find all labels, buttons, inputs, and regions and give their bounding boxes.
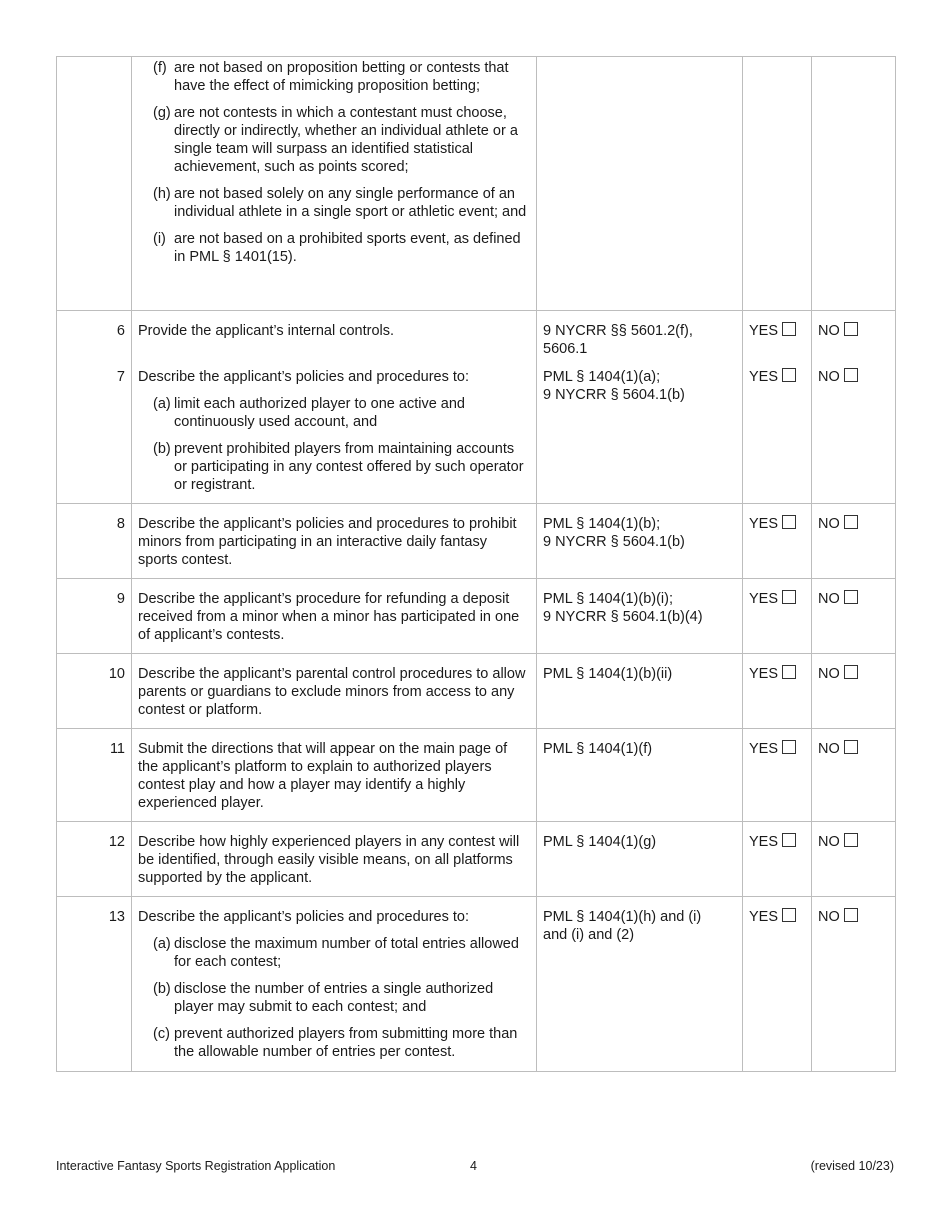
reference-line: PML § 1404(1)(b)(i);	[543, 591, 674, 607]
no-label: NO	[818, 516, 840, 532]
item-number: 11	[57, 729, 132, 822]
requirement-cell	[132, 368, 537, 504]
yes-option[interactable]	[743, 897, 812, 1072]
yes-label: YES	[749, 369, 779, 385]
yes-checkbox[interactable]	[782, 740, 796, 754]
reference-line: 5606.1	[543, 341, 588, 357]
list-item: (h) are not based solely on any single performance of an individual athlete in a single sport or athletic event; and	[153, 186, 527, 220]
yes-checkbox[interactable]	[782, 368, 796, 382]
list-item: (b) disclose the number of entries a single authorized player may submit to each contest; and	[153, 981, 494, 1015]
table-row	[57, 368, 896, 504]
no-checkbox[interactable]	[844, 740, 858, 754]
yes-checkbox[interactable]	[782, 590, 796, 604]
no-option[interactable]	[812, 368, 896, 504]
list-item: (f) are not based on proposition betting or contests that have the effect of mimicking proposition betting;	[153, 60, 509, 94]
requirement-text: Describe the applicant’s policies and procedures to prohibit minors from participating in an interactive daily fantasy sports contest.	[132, 504, 537, 579]
reference-cell	[537, 311, 743, 369]
yes-cell	[743, 57, 812, 311]
no-checkbox[interactable]	[844, 833, 858, 847]
page-number: 4	[470, 1159, 477, 1173]
requirement-text: Describe how highly experienced players in any contest will be identified, through easily visible means, on all platforms supported by the applicant.	[132, 822, 537, 897]
item-number: 6	[57, 311, 132, 369]
footer-title: Interactive Fantasy Sports Registration Application	[56, 1159, 336, 1173]
yes-option[interactable]	[743, 654, 812, 729]
requirement-text: Describe the applicant’s policies and procedures to:	[138, 369, 470, 385]
no-checkbox[interactable]	[844, 590, 858, 604]
reference-line: PML § 1404(1)(f)	[543, 741, 653, 757]
no-checkbox[interactable]	[844, 908, 858, 922]
reference-cell	[537, 897, 743, 1072]
list-item: (c) prevent authorized players from submitting more than the allowable number of entries per contest.	[153, 1026, 518, 1060]
no-label: NO	[818, 666, 840, 682]
reference-cell	[537, 504, 743, 579]
table-row	[57, 897, 896, 1072]
item-number: 12	[57, 822, 132, 897]
reference-cell	[537, 579, 743, 654]
no-checkbox[interactable]	[844, 515, 858, 529]
table-row	[57, 654, 896, 729]
reference-line: 9 NYCRR § 5604.1(b)(4)	[543, 609, 703, 625]
requirement-text: Describe the applicant’s procedure for refunding a deposit received from a minor when a minor has participated in one of applicant’s contests.	[132, 579, 537, 654]
list-item: (i) are not based on a prohibited sports event, as defined in PML § 1401(15).	[153, 231, 521, 265]
table-row	[57, 729, 896, 822]
reference-cell	[537, 57, 743, 311]
yes-checkbox[interactable]	[782, 322, 796, 336]
no-label: NO	[818, 369, 840, 385]
no-option[interactable]	[812, 897, 896, 1072]
requirement-cell	[132, 897, 537, 1072]
yes-option[interactable]	[743, 729, 812, 822]
table-row	[57, 822, 896, 897]
no-option[interactable]	[812, 579, 896, 654]
list-item: (a) disclose the maximum number of total entries allowed for each contest;	[153, 936, 519, 970]
table-row	[57, 311, 896, 369]
list-item: (a) limit each authorized player to one active and continuously used account, and	[153, 396, 465, 430]
no-label: NO	[818, 834, 840, 850]
reference-cell	[537, 729, 743, 822]
yes-label: YES	[749, 323, 779, 339]
table-row-continuation	[57, 57, 896, 311]
yes-label: YES	[749, 591, 779, 607]
reference-cell	[537, 654, 743, 729]
yes-option[interactable]	[743, 822, 812, 897]
no-checkbox[interactable]	[844, 322, 858, 336]
yes-option[interactable]	[743, 579, 812, 654]
yes-label: YES	[749, 834, 779, 850]
yes-checkbox[interactable]	[782, 515, 796, 529]
yes-checkbox[interactable]	[782, 908, 796, 922]
no-option[interactable]	[812, 504, 896, 579]
item-number: 8	[57, 504, 132, 579]
requirement-cell	[132, 57, 537, 311]
reference-cell	[537, 368, 743, 504]
requirement-text: Describe the applicant’s parental control procedures to allow parents or guardians to exclude minors from access to any contest or platform.	[132, 654, 537, 729]
item-number: 7	[57, 368, 132, 504]
requirement-text: Submit the directions that will appear on the main page of the applicant’s platform to explain to authorized players contest play and how a player may identify a highly experienced player.	[132, 729, 537, 822]
yes-option[interactable]	[743, 311, 812, 369]
yes-option[interactable]	[743, 368, 812, 504]
no-option[interactable]	[812, 822, 896, 897]
yes-label: YES	[749, 741, 779, 757]
reference-line: 9 NYCRR § 5604.1(b)	[543, 534, 685, 550]
no-checkbox[interactable]	[844, 665, 858, 679]
reference-cell	[537, 822, 743, 897]
yes-checkbox[interactable]	[782, 665, 796, 679]
requirement-text: Describe the applicant’s policies and procedures to:	[138, 909, 470, 925]
yes-checkbox[interactable]	[782, 833, 796, 847]
reference-line: PML § 1404(1)(h) and (i)	[543, 909, 702, 925]
reference-line: 9 NYCRR § 5604.1(b)	[543, 387, 685, 403]
yes-label: YES	[749, 909, 779, 925]
list-item: (g) are not contests in which a contestant must choose, directly or indirectly, whether an individual athlete or a single team will surpass an identified statistical achievement, such as points scored;	[153, 105, 518, 175]
no-cell	[812, 57, 896, 311]
table-row	[57, 579, 896, 654]
no-label: NO	[818, 323, 840, 339]
no-label: NO	[818, 741, 840, 757]
item-number-cell	[57, 57, 132, 311]
no-label: NO	[818, 909, 840, 925]
no-checkbox[interactable]	[844, 368, 858, 382]
no-option[interactable]	[812, 311, 896, 369]
reference-line: PML § 1404(1)(b);	[543, 516, 661, 532]
yes-label: YES	[749, 516, 779, 532]
item-number: 9	[57, 579, 132, 654]
reference-line: PML § 1404(1)(b)(ii)	[543, 666, 673, 682]
revision-date: (revised 10/23)	[810, 1159, 894, 1173]
reference-line: PML § 1404(1)(g)	[543, 834, 657, 850]
item-number: 10	[57, 654, 132, 729]
item-number: 13	[57, 897, 132, 1072]
requirements-table	[56, 56, 896, 1072]
no-option[interactable]	[812, 654, 896, 729]
requirement-text: Provide the applicant’s internal controls.	[132, 311, 537, 369]
yes-option[interactable]	[743, 504, 812, 579]
reference-line: 9 NYCRR §§ 5601.2(f),	[543, 323, 693, 339]
list-item: (b) prevent prohibited players from maintaining accounts or participating in any contest offered by such operator or registrant.	[153, 441, 524, 493]
reference-line: and (i) and (2)	[543, 927, 635, 943]
yes-label: YES	[749, 666, 779, 682]
reference-line: PML § 1404(1)(a);	[543, 369, 661, 385]
table-row	[57, 504, 896, 579]
no-option[interactable]	[812, 729, 896, 822]
no-label: NO	[818, 591, 840, 607]
